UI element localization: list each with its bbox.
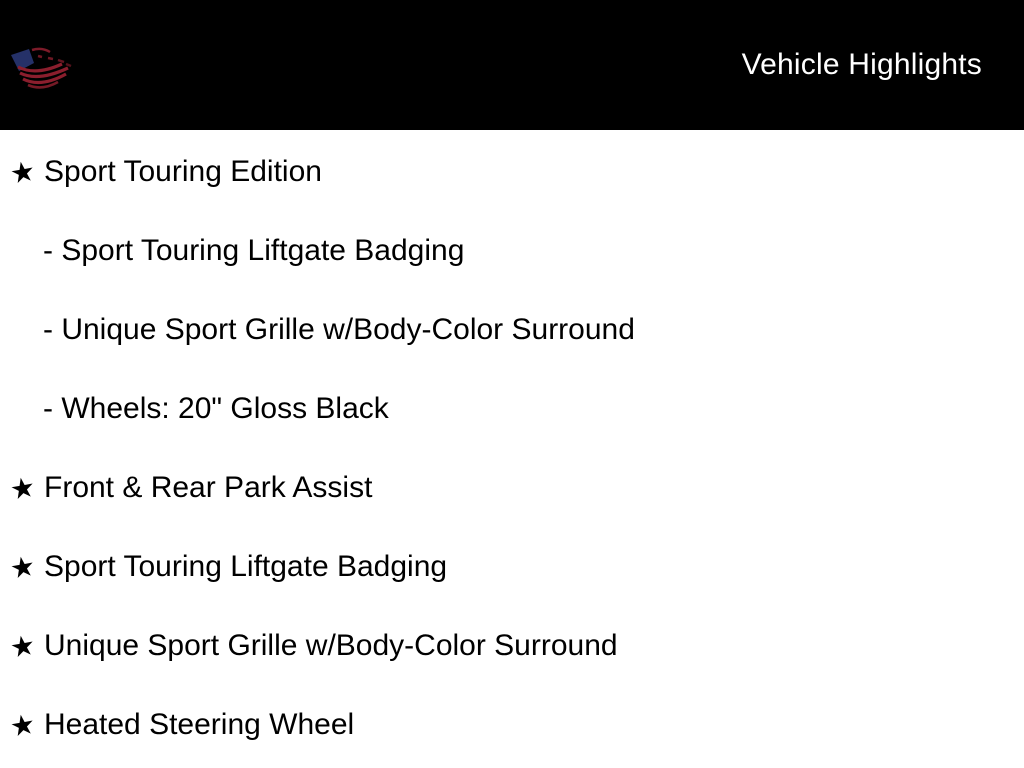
highlight-sublabel: - Sport Touring Liftgate Badging [43,233,465,267]
star-icon: ★ [7,470,38,506]
highlight-subitem [0,211,1024,290]
header-bar [0,0,1024,130]
highlight-subitem [0,369,1024,448]
highlight-label: Front & Rear Park Assist [44,470,373,504]
highlight-sublabel: - Unique Sport Grille w/Body-Color Surround [43,312,635,346]
highlight-item [0,448,1024,527]
highlight-item [0,527,1024,606]
star-icon: ★ [7,628,38,664]
highlight-subitem [0,290,1024,369]
highlight-item [0,132,1024,211]
highlight-sublabel: - Wheels: 20" Gloss Black [43,391,389,425]
page-title: Vehicle Highlights [741,48,982,81]
american-flag-logo-icon [8,43,82,93]
star-icon: ★ [7,549,38,585]
highlight-label: Sport Touring Edition [44,154,322,188]
highlight-item [0,685,1024,764]
highlight-label: Sport Touring Liftgate Badging [44,549,448,583]
highlight-label: Unique Sport Grille w/Body-Color Surround [44,628,618,662]
star-icon: ★ [7,707,38,743]
highlights-list [0,130,1024,764]
highlight-item [0,606,1024,685]
highlight-label: Heated Steering Wheel [44,707,355,741]
star-icon: ★ [7,154,38,190]
